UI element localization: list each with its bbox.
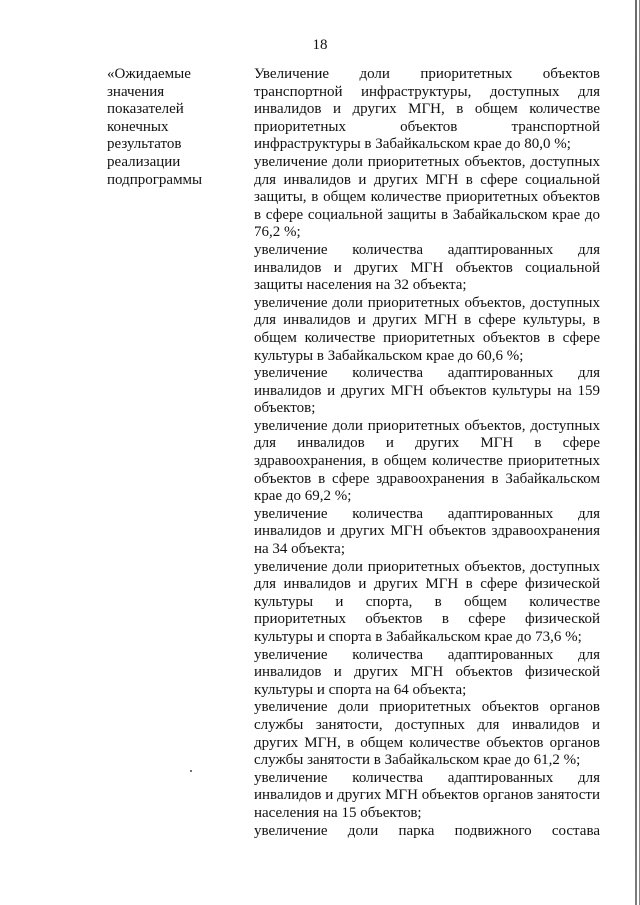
paragraph: увеличение доли приоритетных объектов, доступных для инвалидов и других МГН в сфере физической культуры и спорта, в общем количестве приоритетных объектов в сфере физической культуры и спорта в Забайкальском крае до 73,6 %; [254,558,600,645]
paragraph: увеличение доли приоритетных объектов, доступных для инвалидов и других МГН в сфере здравоохранения, в общем количестве приоритетных объектов в сфере здравоохранения в Забайкальском крае до 69,2 %; [254,417,600,505]
label-line: «Ожидаемые [107,66,191,82]
scan-edge [635,0,637,905]
paragraph: Увеличение доли приоритетных объектов транспортной инфраструктуры, доступных для инвалидов и других МГН, в общем количестве приоритетных объектов транспортной инфраструктуры в Забайкальском крае до 80,0 %; [254,66,600,153]
paragraph: увеличение количества адаптированных для инвалидов и других МГН объектов физической культуры и спорта на 64 объекта; [254,646,600,698]
paragraph: увеличение доли приоритетных объектов органов службы занятости, доступных для инвалидов и других МГН, в общем количестве объектов органов службы занятости в Забайкальском крае до 61,2 %; [254,699,600,769]
paragraph: увеличение доли приоритетных объектов, доступных для инвалидов и других МГН в сфере культуры, в общем количестве приоритетных объектов в сфере культуры в Забайкальском крае до 60,6 %; [254,294,600,364]
label-line: показателей [107,101,184,118]
paragraph: увеличение количества адаптированных для инвалидов и других МГН объектов культуры на 159 объектов; [254,365,600,417]
indicator-label [107,66,227,189]
label-line: подпрограммы [107,171,203,188]
paragraph: увеличение количества адаптированных для инвалидов и других МГН объектов социальной защиты населения на 32 объекта; [254,241,600,294]
indicator-content [254,66,600,840]
label-line: значения [107,83,165,100]
paragraph: увеличение доли парка подвижного состава [254,822,600,839]
page-number: 18 [312,37,328,53]
scan-speck [190,770,192,772]
paragraph: увеличение количества адаптированных для инвалидов и других МГН объектов органов занятости населения на 15 объектов; [254,769,600,821]
label-line: конечных [107,118,169,135]
label-line: результатов [107,136,182,153]
label-line: реализации [107,153,181,170]
paragraph: увеличение количества адаптированных для инвалидов и других МГН объектов здравоохранения на 34 объекта; [254,505,600,558]
paragraph: увеличение доли приоритетных объектов, доступных для инвалидов и других МГН в сфере социальной защиты, в общем количестве приоритетных объектов в сфере социальной защиты в Забайкальском крае до 76,2 %; [254,153,600,241]
